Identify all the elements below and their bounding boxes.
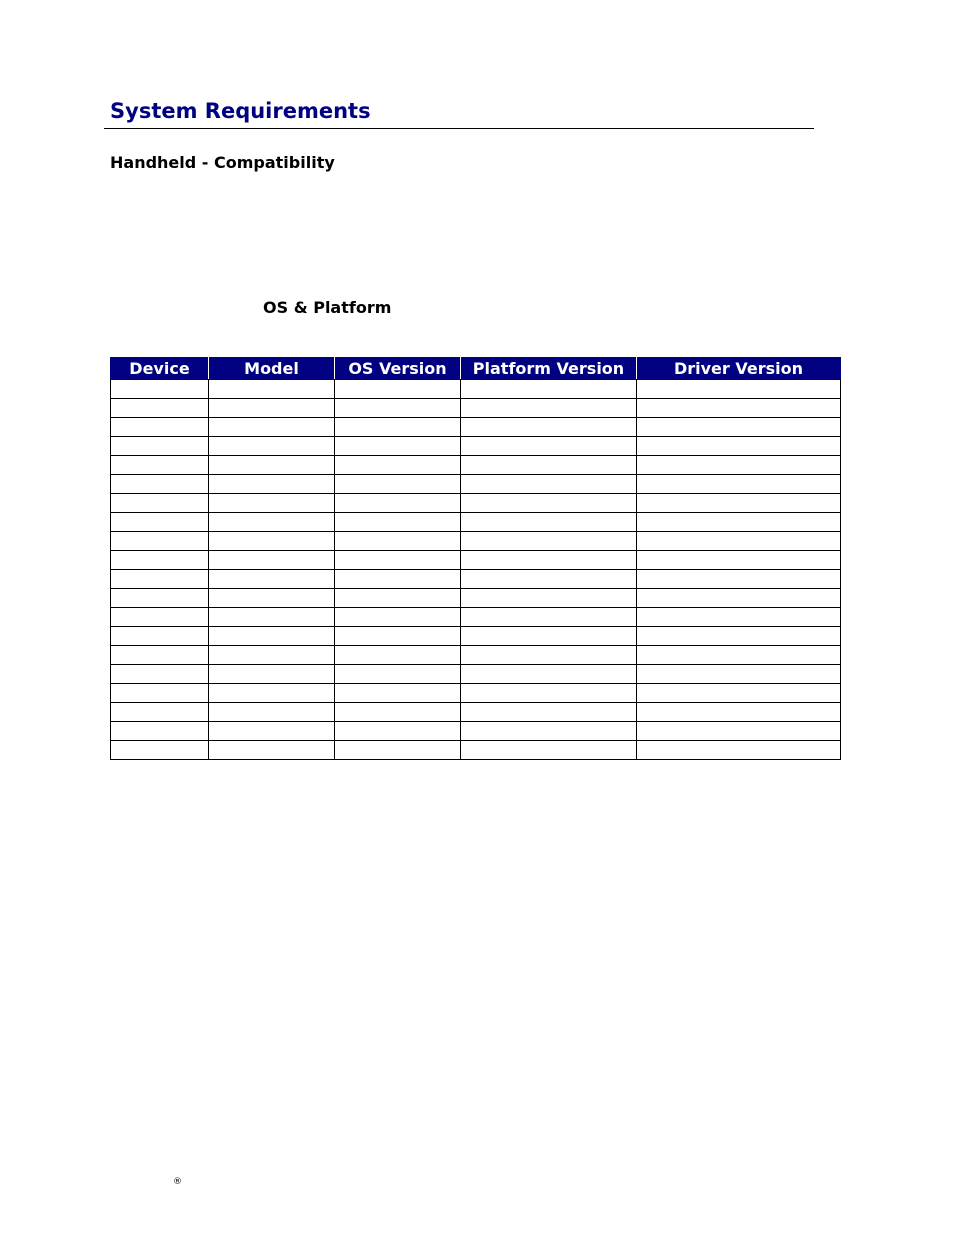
table-cell <box>111 722 209 741</box>
table-cell <box>335 570 461 589</box>
table-cell <box>461 418 637 437</box>
table-cell <box>461 665 637 684</box>
table-cell <box>637 380 841 399</box>
table-cell <box>461 494 637 513</box>
table-cell <box>209 399 335 418</box>
table-row <box>111 456 841 475</box>
table-caption: OS & Platform <box>263 298 392 317</box>
table-cell <box>335 722 461 741</box>
table-cell <box>637 532 841 551</box>
header-driver-version: Driver Version <box>637 358 841 380</box>
table-row <box>111 399 841 418</box>
table-cell <box>461 722 637 741</box>
table-cell <box>111 684 209 703</box>
table-cell <box>209 513 335 532</box>
section-heading: Handheld - Compatibility <box>110 153 335 172</box>
table-cell <box>209 589 335 608</box>
table-cell <box>111 570 209 589</box>
table-row <box>111 608 841 627</box>
table-cell <box>637 418 841 437</box>
table-cell <box>335 684 461 703</box>
table-cell <box>111 513 209 532</box>
table-cell <box>209 570 335 589</box>
table-row <box>111 380 841 399</box>
table-cell <box>637 627 841 646</box>
table-row <box>111 741 841 760</box>
table-cell <box>461 627 637 646</box>
table-cell <box>637 722 841 741</box>
table-cell <box>209 456 335 475</box>
table-row <box>111 722 841 741</box>
table-cell <box>209 494 335 513</box>
table-cell <box>209 741 335 760</box>
header-model: Model <box>209 358 335 380</box>
table-cell <box>335 475 461 494</box>
table-cell <box>111 703 209 722</box>
table-cell <box>335 627 461 646</box>
table-row <box>111 494 841 513</box>
title-divider <box>104 128 814 129</box>
table-row <box>111 703 841 722</box>
table-cell <box>461 399 637 418</box>
table-cell <box>335 437 461 456</box>
table-cell <box>461 646 637 665</box>
header-platform-version: Platform Version <box>461 358 637 380</box>
table-cell <box>335 380 461 399</box>
table-cell <box>637 551 841 570</box>
table-cell <box>335 532 461 551</box>
table-row <box>111 437 841 456</box>
table-cell <box>637 646 841 665</box>
table-cell <box>637 589 841 608</box>
table-cell <box>637 399 841 418</box>
table-row <box>111 646 841 665</box>
table-cell <box>335 399 461 418</box>
table-cell <box>209 437 335 456</box>
table-cell <box>335 513 461 532</box>
table-cell <box>111 608 209 627</box>
table-cell <box>461 684 637 703</box>
table-cell <box>461 703 637 722</box>
table-cell <box>461 551 637 570</box>
table-cell <box>111 475 209 494</box>
table-cell <box>637 684 841 703</box>
table-cell <box>335 608 461 627</box>
header-device: Device <box>111 358 209 380</box>
table-row <box>111 532 841 551</box>
table-cell <box>335 646 461 665</box>
table-cell <box>111 646 209 665</box>
table-cell <box>637 456 841 475</box>
table-cell <box>111 399 209 418</box>
table-cell <box>335 665 461 684</box>
registered-trademark-mark: ® <box>173 1177 182 1187</box>
table-row <box>111 684 841 703</box>
table-cell <box>209 608 335 627</box>
table-row <box>111 665 841 684</box>
table-cell <box>111 589 209 608</box>
table-cell <box>637 494 841 513</box>
table-cell <box>637 608 841 627</box>
table-header-row <box>111 358 841 380</box>
page-title: System Requirements <box>110 99 371 123</box>
table-cell <box>637 665 841 684</box>
table-cell <box>335 589 461 608</box>
table-cell <box>461 608 637 627</box>
table-row <box>111 570 841 589</box>
table-cell <box>209 418 335 437</box>
table-cell <box>111 532 209 551</box>
table-cell <box>461 456 637 475</box>
table-cell <box>335 494 461 513</box>
table-cell <box>111 494 209 513</box>
table-cell <box>111 551 209 570</box>
compatibility-table <box>110 357 841 760</box>
table-cell <box>637 570 841 589</box>
table-cell <box>209 703 335 722</box>
table-cell <box>461 589 637 608</box>
table-cell <box>111 380 209 399</box>
table-cell <box>637 475 841 494</box>
table-cell <box>209 722 335 741</box>
table-cell <box>209 646 335 665</box>
table-cell <box>461 532 637 551</box>
table-body <box>111 380 841 760</box>
table-cell <box>111 665 209 684</box>
table-cell <box>111 418 209 437</box>
table-cell <box>461 475 637 494</box>
table-row <box>111 551 841 570</box>
table-cell <box>209 551 335 570</box>
table-cell <box>209 627 335 646</box>
table-row <box>111 513 841 532</box>
table-cell <box>209 532 335 551</box>
table-cell <box>461 380 637 399</box>
table-cell <box>111 627 209 646</box>
table-cell <box>461 570 637 589</box>
table-row <box>111 418 841 437</box>
table-cell <box>209 380 335 399</box>
table-row <box>111 475 841 494</box>
table-cell <box>209 684 335 703</box>
table-cell <box>111 741 209 760</box>
table-cell <box>335 456 461 475</box>
table-cell <box>209 475 335 494</box>
table-cell <box>335 551 461 570</box>
table-cell <box>461 437 637 456</box>
table-cell <box>335 418 461 437</box>
table-cell <box>111 456 209 475</box>
table-cell <box>111 437 209 456</box>
table-cell <box>637 741 841 760</box>
table-cell <box>461 741 637 760</box>
table-cell <box>637 437 841 456</box>
table-cell <box>637 513 841 532</box>
header-os-version: OS Version <box>335 358 461 380</box>
table-cell <box>335 741 461 760</box>
table-cell <box>461 513 637 532</box>
table-cell <box>637 703 841 722</box>
table-row <box>111 589 841 608</box>
table-cell <box>209 665 335 684</box>
table-row <box>111 627 841 646</box>
table-cell <box>335 703 461 722</box>
